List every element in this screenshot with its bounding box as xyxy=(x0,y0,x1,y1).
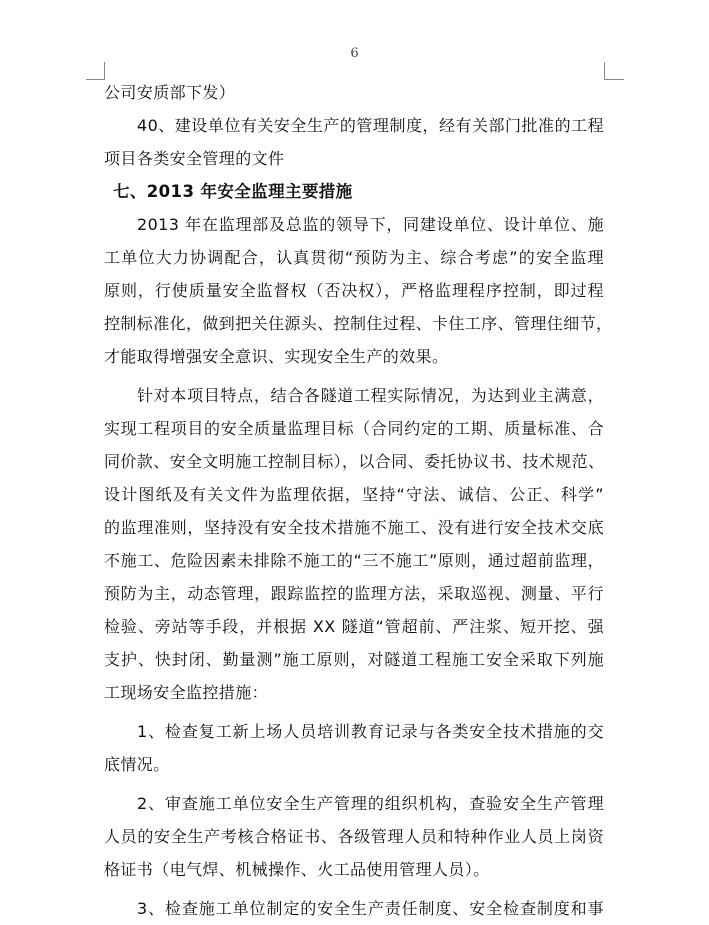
crop-mark-right-vertical xyxy=(604,62,605,80)
text-line: 才能取得增强安全意识、实现安全生产的效果。 xyxy=(104,347,449,366)
document-body xyxy=(104,76,613,925)
text-line: 项目各类安全管理的文件 xyxy=(104,149,285,168)
text-line: 的监理准则，坚持没有安全技术措施不施工、没有进行安全技术交底 xyxy=(104,518,604,537)
text-line: 底情况。 xyxy=(104,755,170,774)
text-line: 工现场安全监控措施： xyxy=(104,683,269,702)
text-line: 实现工程项目的安全质量监理目标（合同约定的工期、质量标准、合 xyxy=(104,419,604,438)
text-line: 1、检查复工新上场人员培训教育记录与各类安全技术措施的交 xyxy=(137,722,604,741)
crop-mark-right-horizontal xyxy=(604,79,624,80)
text-line: 人员的安全生产考核合格证书、各级管理人员和特种作业人员上岗资 xyxy=(104,827,604,846)
text-line: 工单位大力协调配合，认真贯彻“预防为主、综合考虑”的安全监理 xyxy=(104,248,604,267)
text-line: 支护、快封闭、勤量测”施工原则，对隧道工程施工安全采取下列施 xyxy=(104,650,604,669)
text-line: 不施工、危险因素未排除不施工的“三不施工”原则，通过超前监理， xyxy=(104,551,604,570)
text-line: 公司安质部下发） xyxy=(104,83,236,102)
text-line: 2、审查施工单位安全生产管理的组织机构，查验安全生产管理 xyxy=(137,794,604,813)
text-line: 同价款、安全文明施工控制目标），以合同、委托协议书、技术规范、 xyxy=(104,452,605,471)
text-line: 检验、旁站等手段，并根据 XX 隧道“管超前、严注浆、短开挖、强 xyxy=(104,617,604,636)
text-line: 预防为主，动态管理，跟踪监控的监理方法，采取巡视、测量、平行 xyxy=(104,584,604,603)
text-line: 原则，行使质量安全监督权（否决权），严格监理程序控制，即过程 xyxy=(104,281,604,300)
page-number: 6 xyxy=(350,46,359,61)
text-line: 控制标准化，做到把关住源头、控制住过程、卡住工序、管理住细节， xyxy=(104,314,613,333)
text-line: 格证书（电气焊、机械操作、火工品使用管理人员）。 xyxy=(104,860,490,879)
text-line: 2013 年在监理部及总监的领导下，同建设单位、设计单位、施 xyxy=(137,215,604,234)
section-heading: 七、2013 年安全监理主要措施 xyxy=(113,182,353,201)
text-line: 40、建设单位有关安全生产的管理制度，经有关部门批准的工程 xyxy=(137,116,604,135)
text-line: 设计图纸及有关文件为监理依据，坚持“守法、诚信、公正、科学” xyxy=(104,485,604,504)
crop-mark-left-horizontal xyxy=(86,79,105,80)
text-line: 针对本项目特点，结合各隧道工程实际情况，为达到业主满意， xyxy=(137,386,604,405)
text-line: 3、检查施工单位制定的安全生产责任制度、安全检查制度和事 xyxy=(137,899,604,918)
